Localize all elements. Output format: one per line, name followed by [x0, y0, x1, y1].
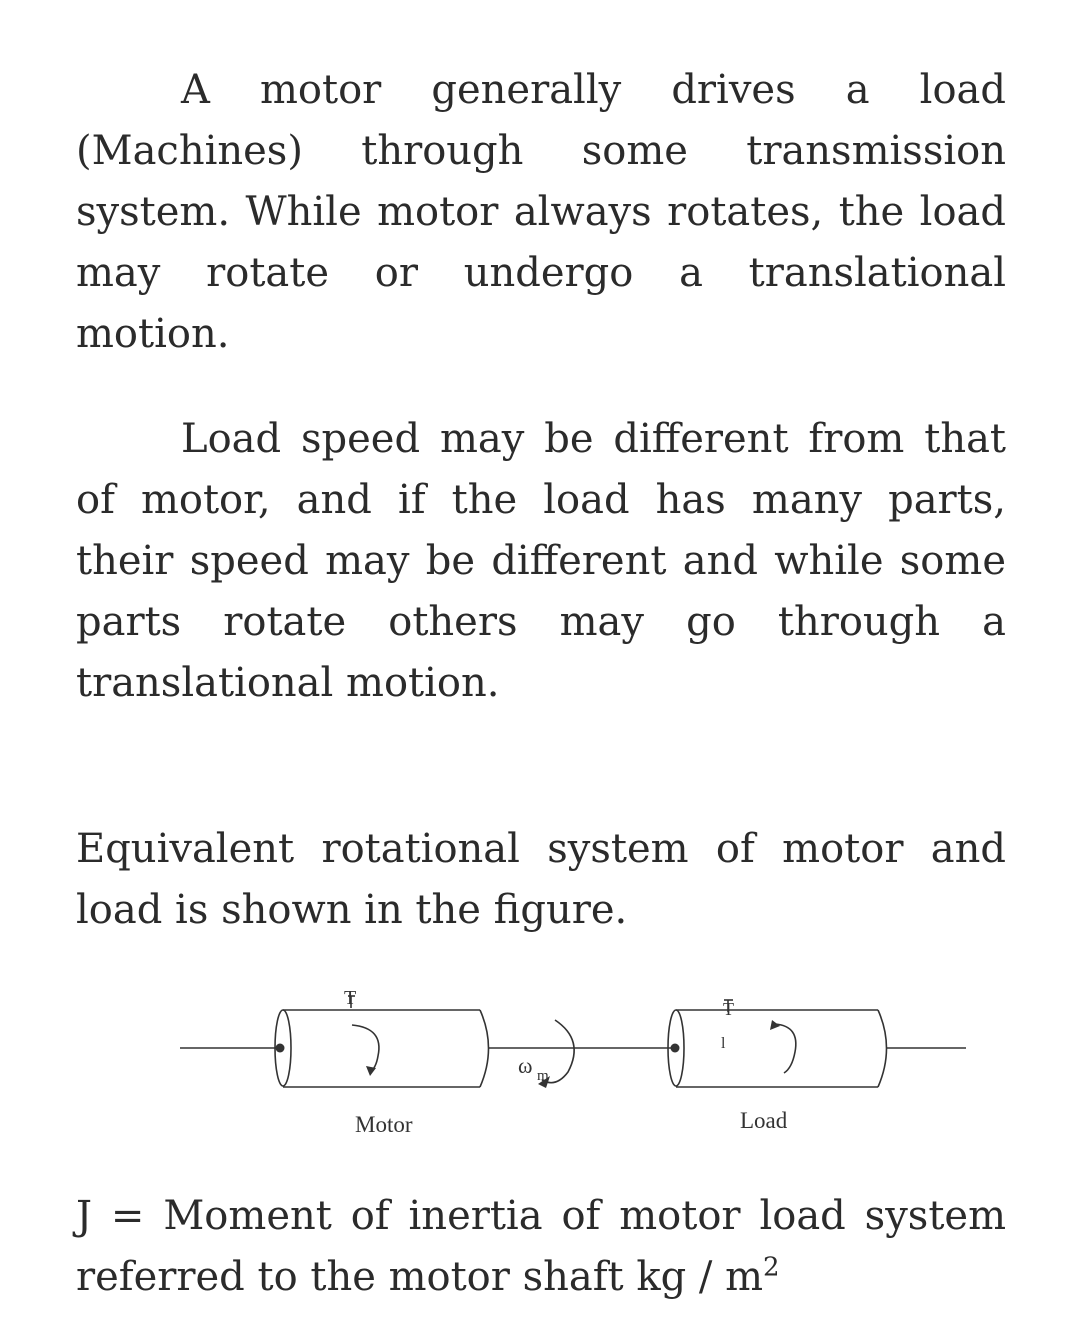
motor-torque-arrow	[352, 1025, 379, 1072]
intro-paragraph: A motor generally drives a load (Machines) through some transmission system. While motor always rotates, the load may rotate or undergo a translational motion.	[76, 67, 1006, 357]
figure-intro-paragraph: Equivalent rotational system of motor and load is shown in the figure.	[76, 826, 1006, 933]
motor-torque-symbol: T	[344, 987, 357, 1009]
load-pivot-dot	[671, 1044, 680, 1053]
inertia-definition-text: J = Moment of inertia of motor load system referred to the motor shaft kg / m	[76, 1193, 1006, 1300]
load-label: Load	[740, 1108, 788, 1133]
motor-pivot-dot	[276, 1044, 285, 1053]
load-torque-symbol: T	[723, 999, 734, 1019]
motor-label: Motor	[355, 1112, 413, 1137]
speed-subscript: m	[537, 1068, 549, 1084]
load-cylinder-right-face	[878, 1010, 887, 1087]
load-torque-arrow	[775, 1024, 796, 1073]
motor-load-figure	[0, 980, 1080, 1150]
inertia-unit-exponent: 2	[763, 1252, 780, 1283]
load-speed-paragraph: Load speed may be different from that of motor, and if the load has many parts, their speed may be different and while some parts rotate others may go through a translational motion.	[76, 416, 1006, 706]
inertia-definition	[76, 1186, 1006, 1308]
load-torque-subscript: l	[721, 1035, 726, 1052]
motor-load-diagram	[0, 980, 1080, 1150]
motor-cylinder-right-face	[480, 1010, 489, 1087]
speed-symbol: ω	[518, 1053, 533, 1078]
load-torque-arrowhead	[770, 1020, 780, 1030]
